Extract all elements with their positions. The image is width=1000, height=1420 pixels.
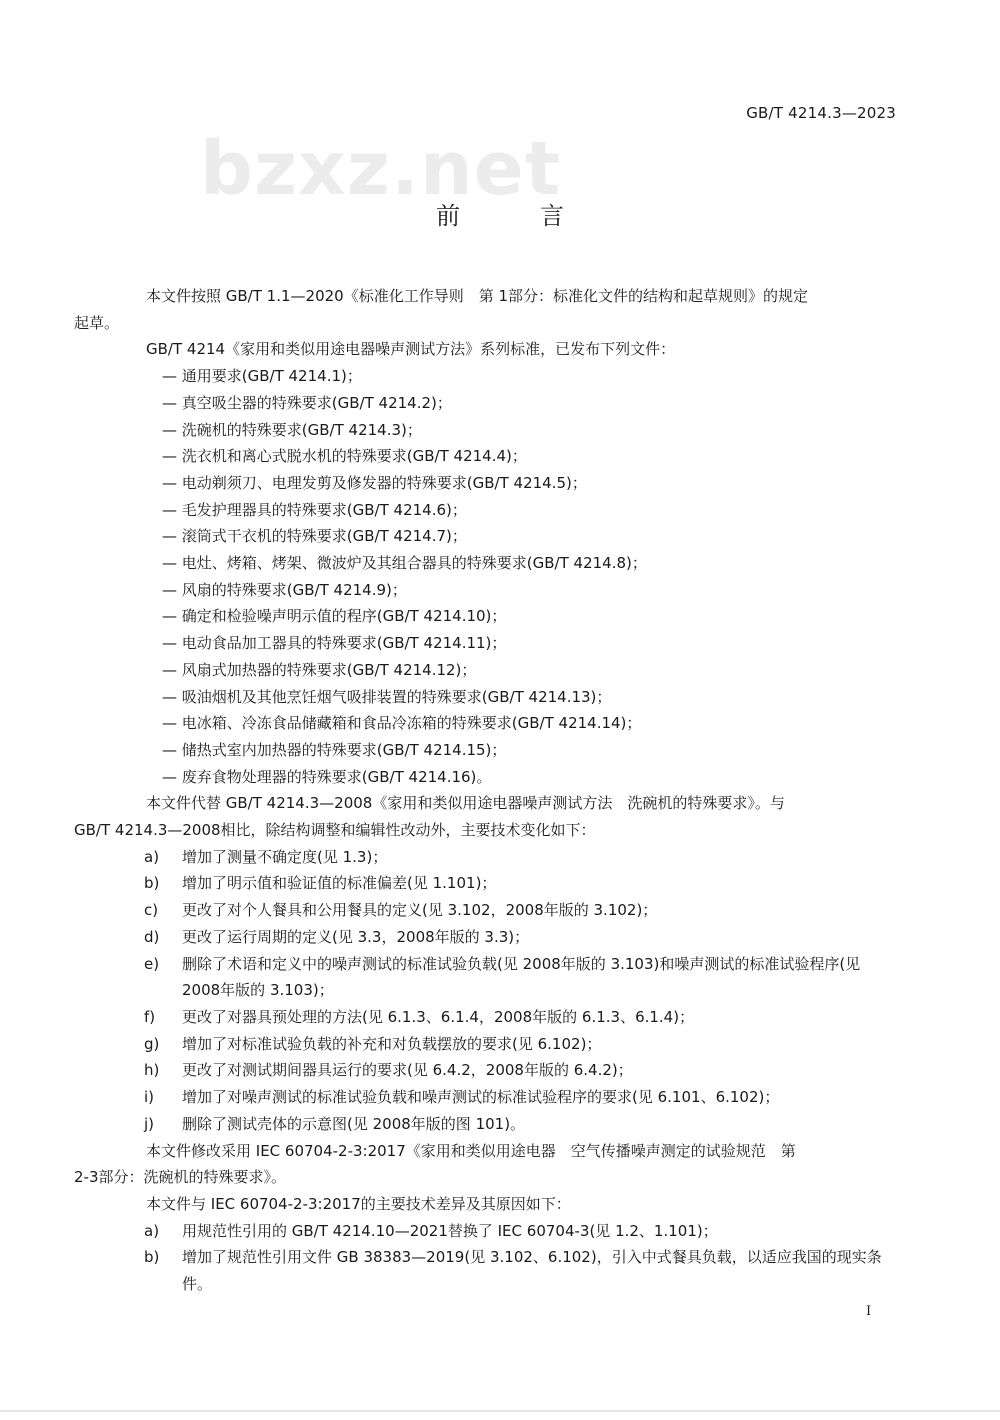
item-text: 增加了对标准试验负载的补充和对负载摆放的要求(见 6.102)；: [182, 1034, 602, 1053]
diff-intro: 本文件与 IEC 60704-2-3:2017的主要技术差异及其原因如下：: [146, 1194, 571, 1213]
list-item: — 风扇式加热器的特殊要求(GB/T 4214.12)；: [162, 660, 477, 679]
item-text: 更改了对个人餐具和公用餐具的定义(见 3.102，2008年版的 3.102)；: [182, 901, 658, 920]
item-label: b): [144, 874, 160, 893]
list-item: [110, 1084, 895, 1111]
intro-line-2: 起草。: [74, 313, 120, 332]
item-label: f): [144, 1007, 156, 1026]
item-label: h): [144, 1061, 160, 1080]
list-item: — 滚筒式干衣机的特殊要求(GB/T 4214.7)；: [162, 527, 467, 546]
watermark: bzxz.net: [200, 126, 562, 212]
iec-line-1: 本文件修改采用 IEC 60704-2-3:2017《家用和类似用途电器 空气传播噪声测定的试验规范 第: [146, 1141, 796, 1160]
intro-paragraph: [74, 283, 895, 336]
list-item: [110, 1004, 895, 1031]
list-item: — 确定和检验噪声明示值的程序(GB/T 4214.10)；: [162, 607, 507, 626]
intro-line-1: 本文件按照 GB/T 1.1—2020《标准化工作导则 第 1部分：标准化文件的结构和起草规则》的规定: [146, 287, 809, 305]
list-item: — 电冰箱、冷冻食品储藏箱和食品冷冻箱的特殊要求(GB/T 4214.14)；: [162, 714, 642, 733]
item-label: j): [144, 1114, 155, 1133]
page-number: I: [866, 1304, 872, 1319]
list-item: — 毛发护理器具的特殊要求(GB/T 4214.6)；: [162, 500, 467, 519]
item-label: b): [144, 1248, 160, 1267]
list-item: [110, 897, 895, 924]
list-item: [110, 1031, 895, 1058]
item-text: 更改了对器具预处理的方法(见 6.1.3、6.1.4，2008年版的 6.1.3、6.1.4)；: [182, 1007, 695, 1026]
list-item: [110, 1111, 895, 1138]
item-text: 增加了规范性引用文件 GB 38383—2019(见 3.102、6.102)，引入中式餐具负载，以适应我国的现实条件。: [182, 1248, 882, 1294]
iec-line-2: 2-3部分：洗碗机的特殊要求》。: [74, 1168, 287, 1187]
item-text: 删除了测试壳体的示意图(见 2008年版的图 101)。: [182, 1114, 526, 1133]
list-item: [110, 870, 895, 897]
item-text: 增加了对噪声测试的标准试验负载和噪声测试的标准试验程序的要求(见 6.101、6.102)；: [182, 1088, 780, 1107]
list-item: — 电动剃须刀、电理发剪及修发器的特殊要求(GB/T 4214.5)；: [162, 473, 587, 492]
item-text: 用规范性引用的 GB/T 4214.10—2021替换了 IEC 60704-3(见 1.2、1.101)；: [182, 1221, 718, 1240]
item-label: i): [144, 1088, 155, 1107]
foreword-body: [74, 283, 895, 1298]
item-text: 更改了对测试期间器具运行的要求(见 6.4.2，2008年版的 6.4.2)；: [182, 1061, 633, 1080]
list-item: [110, 844, 895, 871]
changes-list: [110, 844, 895, 1138]
list-item: [110, 951, 895, 1004]
item-label: c): [144, 901, 159, 920]
list-item: — 风扇的特殊要求(GB/T 4214.9)；: [162, 580, 407, 599]
parts-list: [110, 363, 895, 790]
item-label: e): [144, 954, 160, 973]
replace-line-2: GB/T 4214.3—2008相比，除结构调整和编辑性改动外，主要技术变化如下：: [74, 821, 596, 840]
iec-paragraph: [74, 1138, 895, 1191]
list-item: — 通用要求(GB/T 4214.1)；: [162, 367, 362, 386]
item-text: 增加了测量不确定度(见 1.3)；: [182, 847, 388, 866]
replace-line-1: 本文件代替 GB/T 4214.3—2008《家用和类似用途电器噪声测试方法 洗碗机的特殊要求》。与: [146, 794, 785, 813]
item-text: 删除了术语和定义中的噪声测试的标准试验负载(见 2008年版的 3.103)和噪声测试的标准试验程序(见 2008年版的 3.103)；: [182, 954, 861, 1000]
list-item: — 洗衣机和离心式脱水机的特殊要求(GB/T 4214.4)；: [162, 447, 527, 466]
list-item: — 吸油烟机及其他烹饪烟气吸排装置的特殊要求(GB/T 4214.13)；: [162, 687, 612, 706]
list-item: [110, 1244, 895, 1297]
item-label: g): [144, 1034, 160, 1053]
list-item: — 储热式室内加热器的特殊要求(GB/T 4214.15)；: [162, 740, 507, 759]
item-text: 更改了运行周期的定义(见 3.3，2008年版的 3.3)；: [182, 927, 530, 946]
list-item: [110, 1057, 895, 1084]
page-bottom-divider: [0, 1410, 1000, 1412]
list-item: — 废弃食物处理器的特殊要求(GB/T 4214.16)。: [162, 767, 492, 786]
list-item: — 真空吸尘器的特殊要求(GB/T 4214.2)；: [162, 393, 452, 412]
replace-paragraph: [74, 790, 895, 843]
list-item: — 电灶、烤箱、烤架、微波炉及其组合器具的特殊要求(GB/T 4214.8)；: [162, 554, 647, 573]
item-label: d): [144, 927, 160, 946]
list-item: [110, 1218, 895, 1245]
list-item: — 电动食品加工器具的特殊要求(GB/T 4214.11)；: [162, 634, 507, 653]
list-item: — 洗碗机的特殊要求(GB/T 4214.3)；: [162, 420, 422, 439]
page-title: 前 言: [436, 202, 592, 230]
differences-list: [110, 1218, 895, 1298]
list-item: [110, 924, 895, 951]
item-label: a): [144, 847, 160, 866]
item-text: 增加了明示值和验证值的标准偏差(见 1.101)；: [182, 874, 497, 893]
series-paragraph: GB/T 4214《家用和类似用途电器噪声测试方法》系列标准，已发布下列文件：: [146, 340, 676, 359]
item-label: a): [144, 1221, 160, 1240]
standard-number: GB/T 4214.3—2023: [746, 104, 896, 122]
